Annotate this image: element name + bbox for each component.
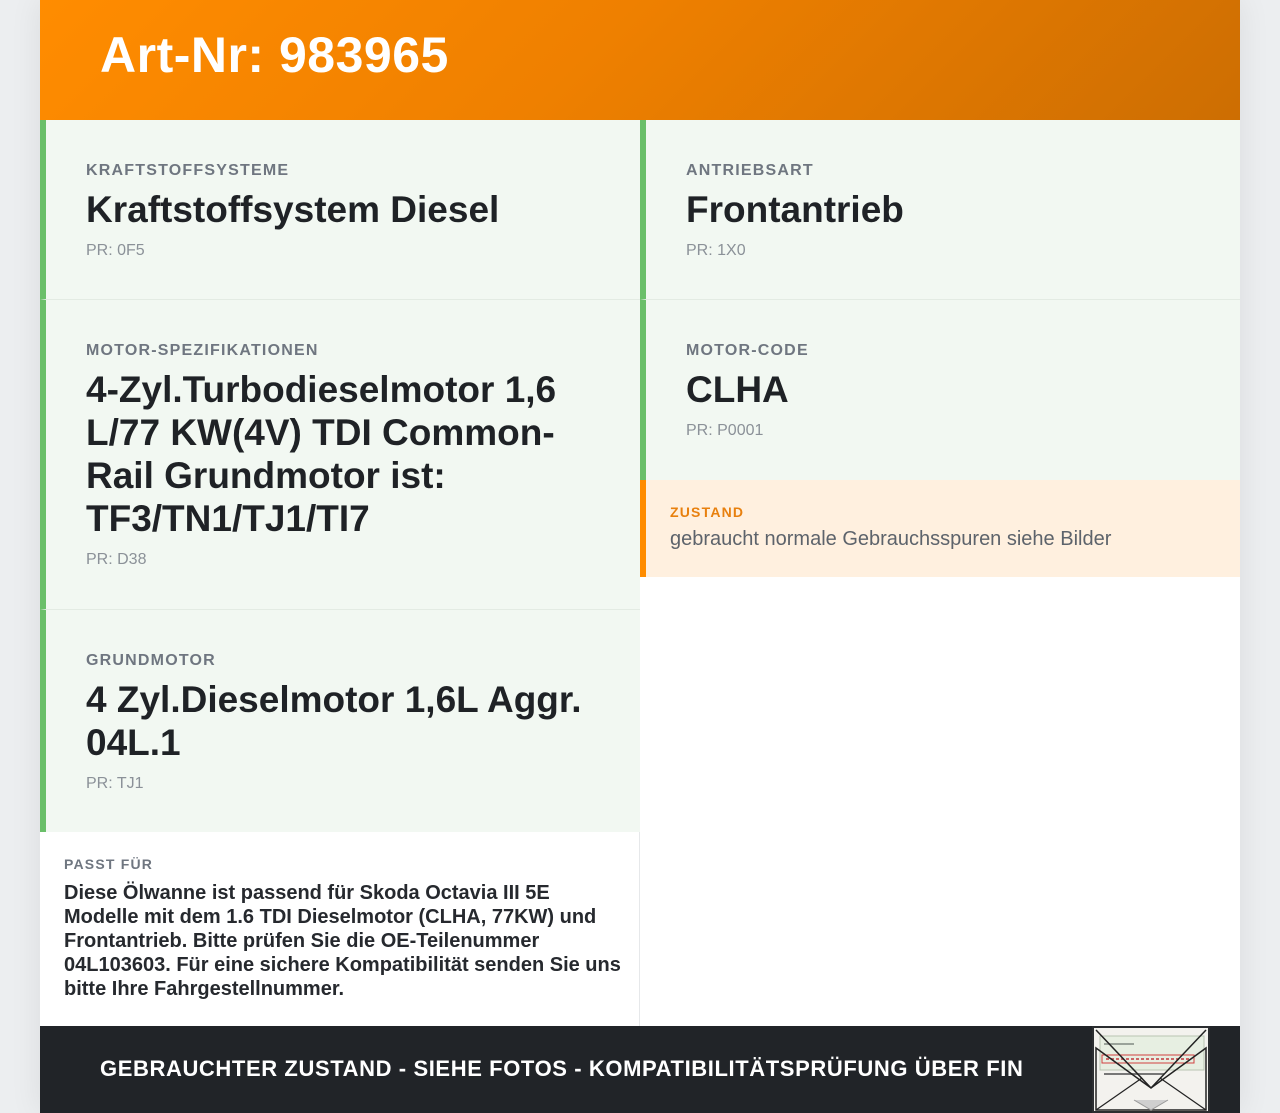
card-label: MOTOR-SPEZIFIKATIONEN [86,342,319,359]
card-value: Frontantrieb [686,189,904,230]
card-value: 4-Zyl.Turbodieselmotor 1,6 L/77 KW(4V) TDI Common-Rail Grundmotor ist: TF3/TN1/TJ1/TI7 [86,369,557,539]
card-pr-code: PR: 1X0 [686,242,746,259]
card-label: KRAFTSTOFFSYSTEME [86,162,290,179]
zustand-box [640,480,1240,577]
card-grundmotor [40,610,640,832]
card-pr-code: PR: 0F5 [86,242,145,259]
column-divider [639,832,640,1026]
compatibility-text: Diese Ölwanne ist passend für Skoda Octavia III 5E Modelle mit dem 1.6 TDI Dieselmotor (CLHA, 77KW) und Frontantrieb. Bitte prüfen Sie die OE-Teilenummer 04L103603. Für eine sichere Kompatibilität senden Sie uns bitte Ihre Fahrgestellnummer. [64,882,621,1000]
card-pr-code: PR: P0001 [686,422,764,439]
compatibility-label: PASST FÜR [64,856,154,872]
header-bar [40,0,1240,120]
vehicle-document-envelope-icon[interactable] [1092,1026,1210,1113]
card-kraftstoffsysteme [40,120,640,300]
card-antriebsart [640,120,1240,300]
card-label: MOTOR-CODE [686,342,809,359]
card-label: GRUNDMOTOR [86,652,216,669]
product-sheet [40,0,1240,1113]
zustand-text: gebraucht normale Gebrauchsspuren siehe Bilder [670,528,1112,550]
card-motor-code [640,300,1240,480]
card-motor-spezifikationen [40,300,640,610]
card-label: ANTRIEBSART [686,162,814,179]
zustand-label: ZUSTAND [670,504,745,520]
card-value: 4 Zyl.Dieselmotor 1,6L Aggr. 04L.1 [86,679,582,763]
footer-text: GEBRAUCHTER ZUSTAND - SIEHE FOTOS - KOMPATIBILITÄTSPRÜFUNG ÜBER FIN [100,1056,1024,1081]
card-value: Kraftstoffsystem Diesel [86,189,500,230]
compatibility-section [64,856,624,1001]
footer-bar [40,1026,1240,1113]
card-value: CLHA [686,369,789,410]
article-number-title: Art-Nr: 983965 [100,27,449,83]
card-pr-code: PR: TJ1 [86,775,144,792]
card-pr-code: PR: D38 [86,551,147,568]
